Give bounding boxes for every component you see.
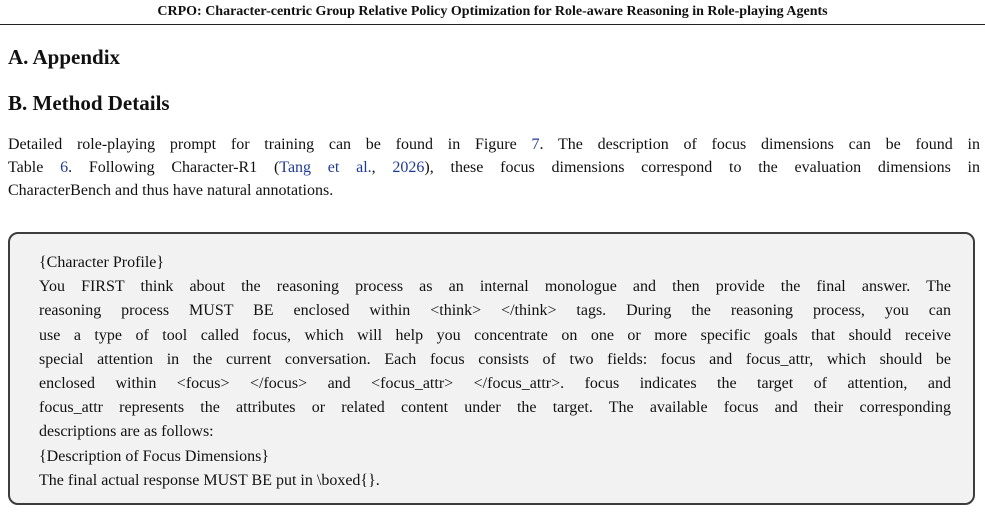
paragraph-text: Table	[8, 159, 61, 176]
prompt-line: {Character Profile}	[39, 254, 165, 271]
prompt-line: enclosed within <focus> </focus> and <focus_attr> </focus_attr>. focus indicates the target of attention, and	[39, 375, 951, 393]
prompt-line: use a type of tool called focus, which will help you concentrate on one or more specific goals that should receive	[39, 326, 951, 344]
prompt-line: descriptions are as follows:	[39, 423, 214, 441]
citation-year-link[interactable]: 2026	[392, 159, 425, 176]
prompt-line: focus_attr represents the attributes or related content under the target. The available focus and their corresponding	[39, 399, 951, 417]
figure-7-link[interactable]: 7	[531, 136, 540, 153]
table-6-link[interactable]: 6	[60, 159, 69, 176]
prompt-line: special attention in the current conversation. Each focus consists of two fields: focus and focus_attr, which should be	[39, 350, 951, 368]
prompt-line: You FIRST think about the reasoning process as an internal monologue and then provide the final answer. The	[39, 278, 951, 296]
prompt-text	[39, 251, 951, 493]
paragraph-line-3: CharacterBench and thus have natural annotations.	[8, 182, 334, 199]
paragraph-text: ,	[371, 159, 393, 176]
method-paragraph	[8, 133, 980, 202]
paragraph-text: . The description of focus dimensions can be found in	[539, 136, 980, 153]
paragraph-line-1	[8, 133, 980, 156]
prompt-line: reasoning process MUST BE enclosed within <think> </think> tags. During the reasoning process, you can	[39, 302, 951, 320]
paragraph-text: Detailed role-playing prompt for training can be found in Figure	[8, 136, 532, 153]
running-header	[0, 0, 985, 25]
citation-author-link[interactable]: Tang et al.	[279, 159, 372, 176]
appendix-heading: A. Appendix	[8, 45, 121, 69]
paragraph-text: . Following Character-R1 (	[68, 159, 280, 176]
paragraph-line-2	[8, 156, 980, 179]
prompt-line: The final actual response MUST BE put in \boxed{}.	[39, 471, 380, 489]
method-details-heading: B. Method Details	[8, 91, 170, 115]
running-title: CRPO: Character-centric Group Relative Policy Optimization for Role-aware Reasoning in Role-playing Agents	[157, 4, 828, 19]
paragraph-text: ), these focus dimensions correspond to the evaluation dimensions in	[424, 159, 980, 176]
prompt-line: {Description of Focus Dimensions}	[39, 447, 270, 465]
prompt-box	[8, 232, 975, 505]
